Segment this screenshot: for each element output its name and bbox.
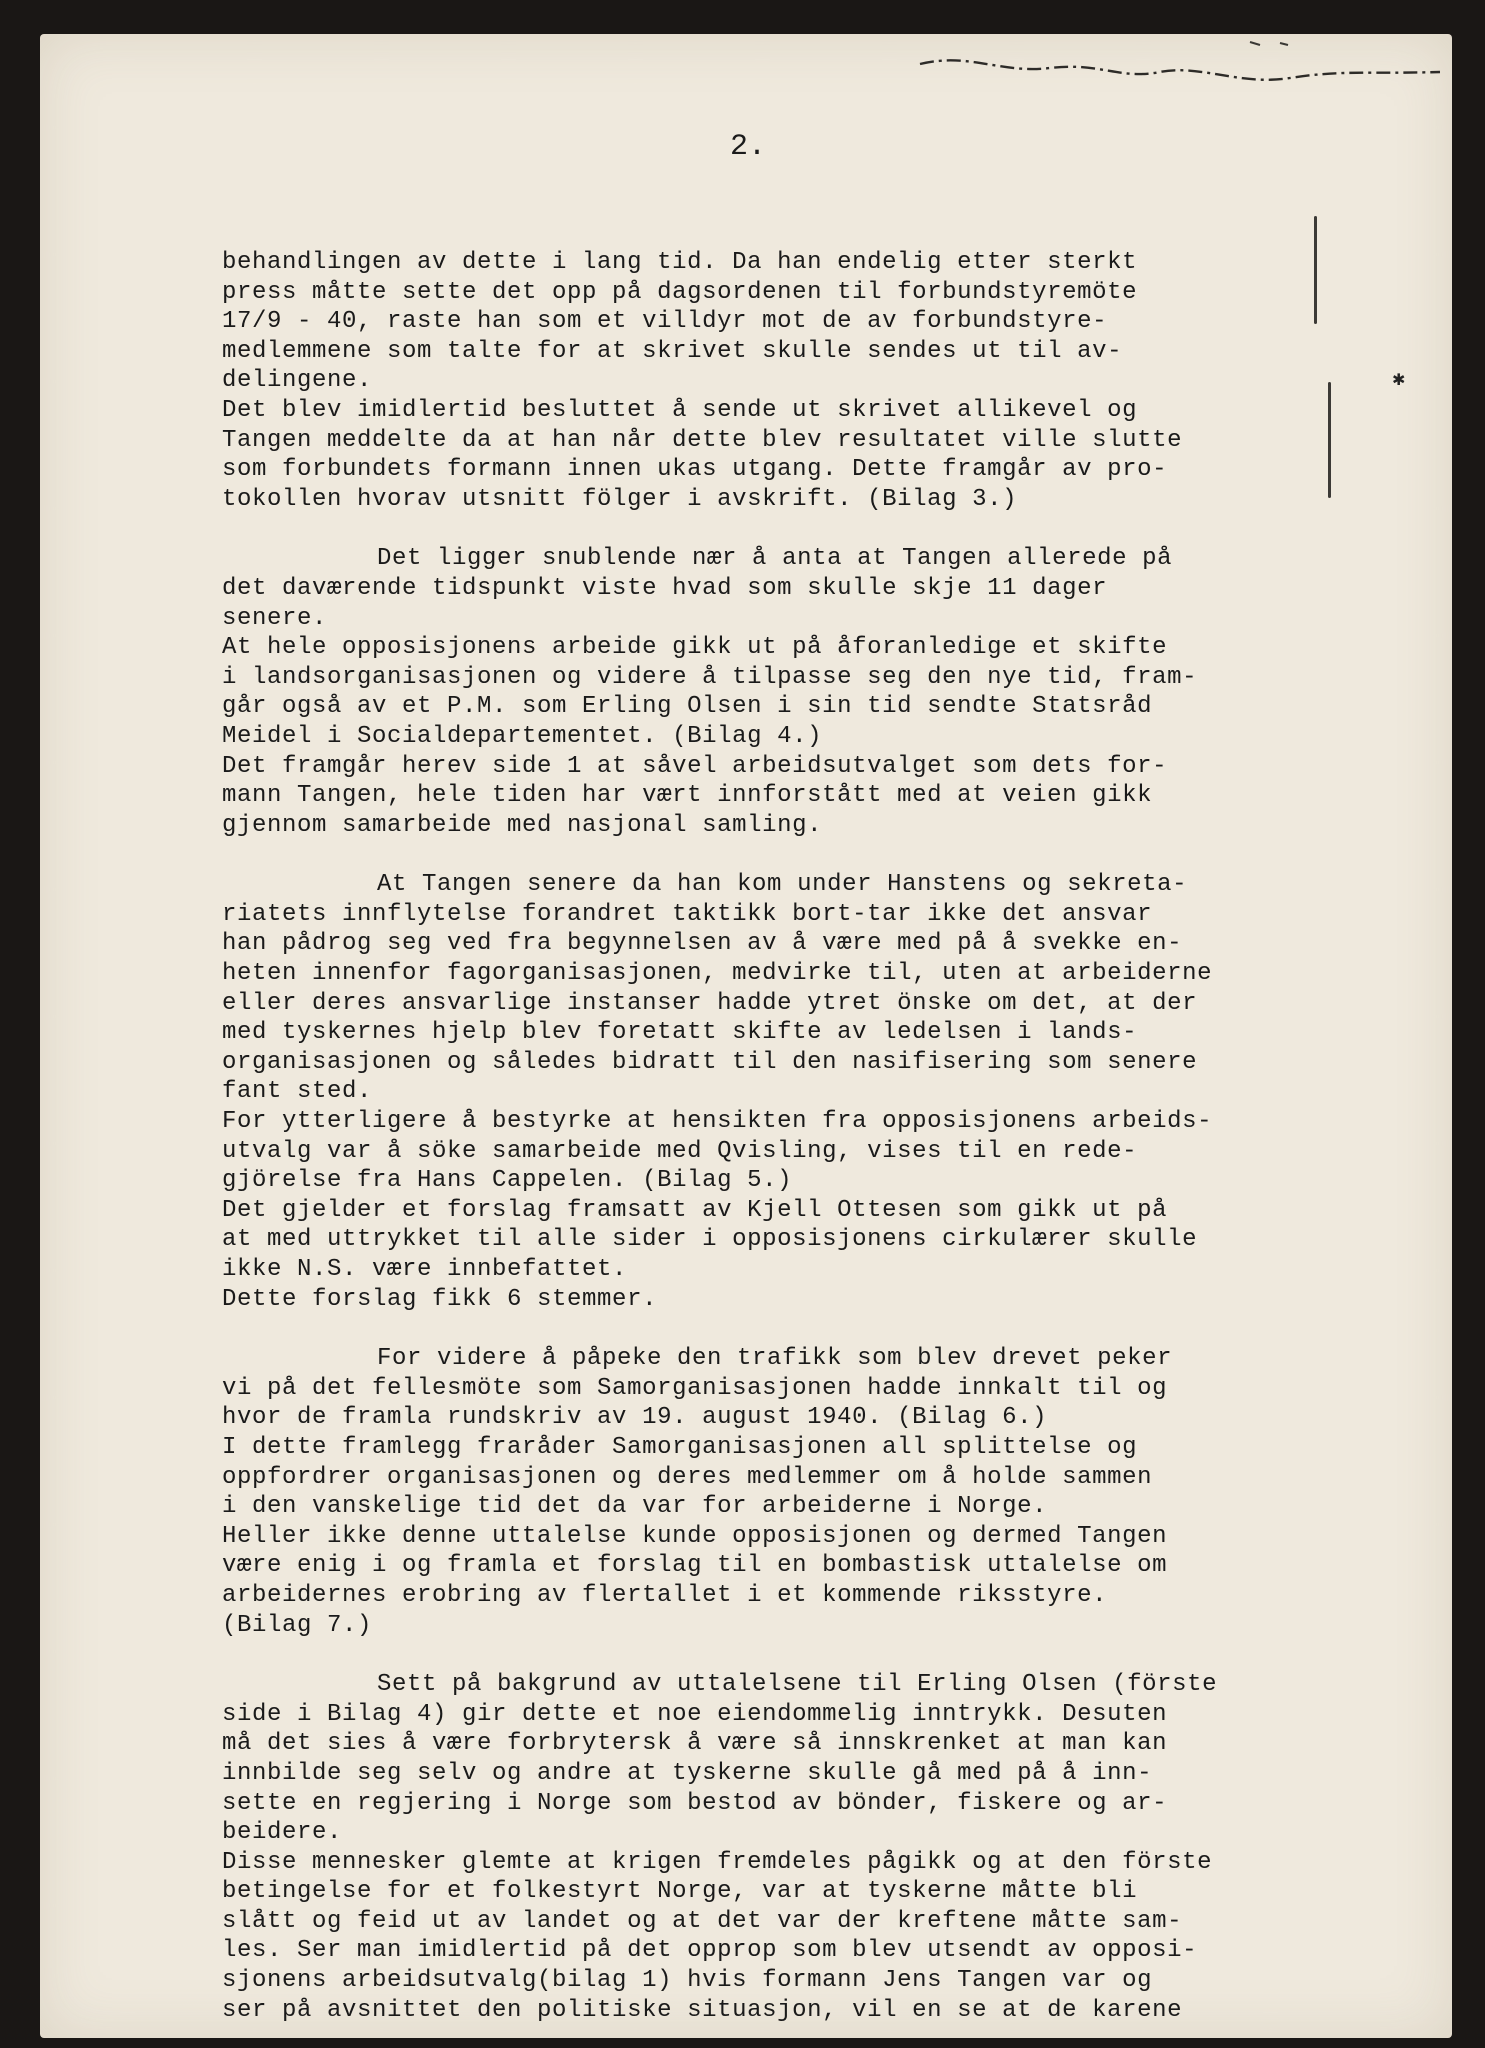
text-line: med tyskernes hjelp blev foretatt skifte av ledelsen i lands- <box>222 1019 1138 1047</box>
text-line: Meidel i Socialdepartementet. (Bilag 4.) <box>222 722 823 750</box>
text-line: som forbundets formann innen ukas utgang. Dette framgår av pro- <box>222 456 1168 484</box>
text-line: Dette forslag fikk 6 stemmer. <box>222 1285 658 1313</box>
text-line: Det framgår herev side 1 at såvel arbeidsutvalget som dets for- <box>222 752 1168 780</box>
text-line: mann Tangen, hele tiden har vært innforstått med at veien gikk <box>222 782 1153 810</box>
text-line: beidere. <box>222 1819 343 1847</box>
text-line: må det sies å være forbrytersk å være så innskrenket at man kan <box>222 1730 1168 1758</box>
text-line: delingene. <box>222 367 373 395</box>
text-line: Det ligger snublende nær å anta at Tangen allerede på <box>377 545 1173 573</box>
text-line: senere. <box>222 604 328 632</box>
text-line: behandlingen av dette i lang tid. Da han endelig etter sterkt <box>222 249 1138 276</box>
text-line: At hele opposisjonens arbeide gikk ut på åforanledige et skifte <box>222 634 1168 662</box>
text-line: utvalg var å söke samarbeide med Qvisling, vises til en rede- <box>222 1137 1138 1165</box>
text-line: I dette framlegg fraråder Samorganisasjonen all splittelse og <box>222 1433 1138 1461</box>
paragraph <box>222 248 1382 514</box>
paragraph <box>222 1344 1382 1640</box>
text-line: For ytterligere å bestyrke at hensikten fra opposisjonens arbeids- <box>222 1108 1213 1136</box>
text-line: betingelse for et folkestyrt Norge, var at tyskerne måtte bli <box>222 1878 1138 1906</box>
text-line: hvor de framla rundskriv av 19. august 1940. (Bilag 6.) <box>222 1404 1048 1432</box>
text-line: slått og feid ut av landet og at det var der kreftene måtte sam- <box>222 1907 1183 1935</box>
text-line: gjörelse fra Hans Cappelen. (Bilag 5.) <box>222 1167 793 1195</box>
text-line: Det blev imidlertid besluttet å sende ut skrivet allikevel og <box>222 396 1138 424</box>
text-line: medlemmene som talte for at skrivet skulle sendes ut til av- <box>222 337 1123 365</box>
text-line: (Bilag 7.) <box>222 1611 373 1639</box>
text-line: les. Ser man imidlertid på det opprop som blev utsendt av opposi- <box>222 1937 1198 1965</box>
paragraph <box>222 870 1382 1314</box>
document-body <box>222 248 1382 2025</box>
text-line: heten innenfor fagorganisasjonen, medvirke til, uten at arbeiderne <box>222 960 1213 988</box>
text-line: Tangen meddelte da at han når dette blev resultatet ville slutte <box>222 426 1183 454</box>
page-number: 2. <box>730 130 767 164</box>
text-line: gjennom samarbeide med nasjonal samling. <box>222 811 823 839</box>
text-line: tokollen hvorav utsnitt fölger i avskrift. (Bilag 3.) <box>222 485 1018 513</box>
text-line: innbilde seg selv og andre at tyskerne skulle gå med på å inn- <box>222 1759 1153 1787</box>
text-line: han pådrog seg ved fra begynnelsen av å være med på å svekke en- <box>222 930 1183 958</box>
text-line: organisasjonen og således bidratt til den nasifisering som senere <box>222 1048 1198 1076</box>
text-line: i landsorganisasjonen og videre å tilpasse seg den nye tid, fram- <box>222 663 1198 691</box>
paragraph <box>222 1670 1382 2025</box>
text-line: sjonens arbeidsutvalg(bilag 1) hvis formann Jens Tangen var og <box>222 1967 1153 1995</box>
text-line: går også av et P.M. som Erling Olsen i sin tid sendte Statsråd <box>222 693 1153 721</box>
text-line: 17/9 - 40, raste han som et villdyr mot de av forbundstyre- <box>222 308 1108 336</box>
text-line: at med uttrykket til alle sider i opposisjonens cirkulærer skulle <box>222 1226 1198 1254</box>
text-line: press måtte sette det opp på dagsordenen til forbundstyremöte <box>222 278 1138 306</box>
text-line: eller deres ansvarlige instanser hadde ytret önske om det, at der <box>222 989 1198 1017</box>
text-line: oppfordrer organisasjonen og deres medlemmer om å holde sammen <box>222 1463 1153 1491</box>
margin-dot-mark: ✱ <box>1392 370 1406 389</box>
text-line: Sett på bakgrund av uttalelsene til Erling Olsen (förste <box>377 1671 1218 1699</box>
text-line: Disse mennesker glemte at krigen fremdeles pågikk og at den förste <box>222 1848 1213 1876</box>
text-line: riatets innflytelse forandret taktikk bort-tar ikke det ansvar <box>222 900 1153 928</box>
text-line: For videre å påpeke den trafikk som blev drevet peker <box>377 1345 1173 1373</box>
text-line: ser på avsnittet den politiske situasjon, vil en se at de karene <box>222 1996 1183 2024</box>
text-line: Heller ikke denne uttalelse kunde opposisjonen og dermed Tangen <box>222 1522 1168 1550</box>
text-line: det daværende tidspunkt viste hvad som skulle skje 11 dager <box>222 574 1108 602</box>
text-line: i den vanskelige tid det da var for arbeiderne i Norge. <box>222 1493 1048 1521</box>
text-line: være enig i og framla et forslag til en bombastisk uttalelse om <box>222 1552 1168 1580</box>
text-line: Det gjelder et forslag framsatt av Kjell Ottesen som gikk ut på <box>222 1196 1168 1224</box>
document-page <box>40 34 1452 2038</box>
paragraph <box>222 544 1382 840</box>
text-line: arbeidernes erobring av flertallet i et kommende riksstyre. <box>222 1581 1108 1609</box>
text-line: side i Bilag 4) gir dette et noe eiendommelig inntrykk. Desuten <box>222 1700 1168 1728</box>
text-line: vi på det fellesmöte som Samorganisasjonen hadde innkalt til og <box>222 1374 1168 1402</box>
text-line: fant sted. <box>222 1078 373 1106</box>
text-line: ikke N.S. være innbefattet. <box>222 1256 628 1283</box>
text-line: sette en regjering i Norge som bestod av bönder, fiskere og ar- <box>222 1789 1168 1817</box>
text-line: At Tangen senere da han kom under Hanstens og sekreta- <box>377 871 1188 899</box>
